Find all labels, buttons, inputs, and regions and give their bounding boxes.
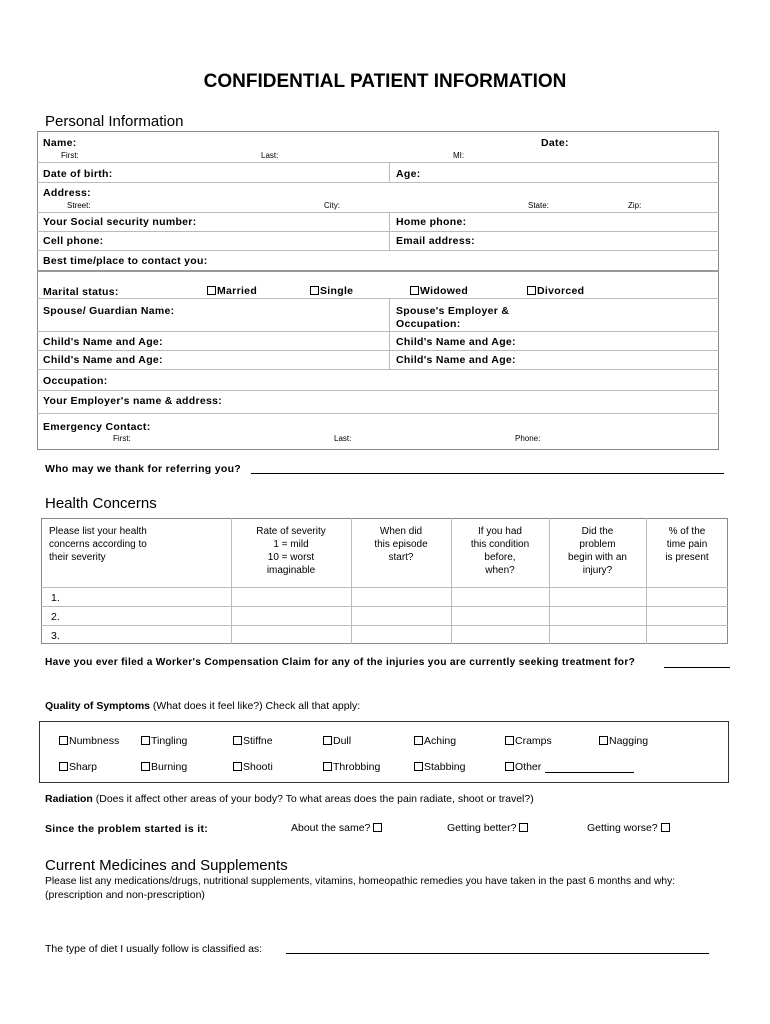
child-label-3: Child's Name and Age: bbox=[43, 354, 163, 366]
marital-status-label: Marital status: bbox=[43, 286, 119, 298]
checkbox-icon[interactable] bbox=[410, 286, 419, 295]
address-street-sublabel: Street: bbox=[67, 201, 91, 210]
symptom-aching[interactable]: Aching bbox=[414, 735, 456, 747]
symptom-dull[interactable]: Dull bbox=[323, 735, 351, 747]
health-col-injury-header: Did the problem begin with an injury? bbox=[568, 526, 627, 576]
symptom-stabbing[interactable]: Stabbing bbox=[414, 761, 465, 773]
checkbox-icon[interactable] bbox=[527, 286, 536, 295]
address-zip-sublabel: Zip: bbox=[628, 201, 642, 210]
symptom-other-line[interactable] bbox=[545, 772, 634, 773]
address-state-sublabel: State: bbox=[528, 201, 549, 210]
health-col-start-header: When did this episode start? bbox=[374, 526, 428, 563]
symptom-throbbing[interactable]: Throbbing bbox=[323, 761, 380, 773]
symptoms-prompt: Quality of Symptoms (What does it feel like?) Check all that apply: bbox=[45, 700, 361, 712]
symptom-stiffness[interactable]: Stiffne bbox=[233, 735, 273, 747]
symptom-shooting[interactable]: Shooti bbox=[233, 761, 273, 773]
health-row-1: 1. bbox=[51, 592, 60, 604]
occupation-label: Occupation: bbox=[43, 375, 108, 387]
name-label: Name: bbox=[43, 137, 77, 149]
checkbox-icon[interactable] bbox=[141, 736, 150, 745]
health-col-percent-header: % of the time pain is present bbox=[665, 526, 709, 563]
age-label: Age: bbox=[396, 168, 421, 180]
workers-comp-line[interactable] bbox=[664, 667, 730, 668]
marital-widowed-option[interactable]: Widowed bbox=[410, 285, 468, 297]
emergency-phone-sublabel: Phone: bbox=[515, 434, 541, 443]
checkbox-icon[interactable] bbox=[373, 823, 382, 832]
name-last-sublabel: Last: bbox=[261, 151, 279, 160]
medicines-instruction: Please list any medications/drugs, nutritional supplements, vitamins, homeopathic remedies you have taken in the past 6 months and why: bbox=[45, 876, 676, 887]
checkbox-icon[interactable] bbox=[310, 286, 319, 295]
symptom-sharp[interactable]: Sharp bbox=[59, 761, 97, 773]
dob-label: Date of birth: bbox=[43, 168, 113, 180]
health-col-concerns-header: Please list your health concerns according to their severity bbox=[49, 526, 147, 563]
marital-single-option[interactable]: Single bbox=[310, 285, 353, 297]
email-label: Email address: bbox=[396, 235, 475, 247]
address-city-sublabel: City: bbox=[324, 201, 340, 210]
diet-label: The type of diet I usually follow is classified as: bbox=[45, 943, 263, 955]
symptom-cramps[interactable]: Cramps bbox=[505, 735, 552, 747]
child-label-2: Child's Name and Age: bbox=[396, 336, 516, 348]
checkbox-icon[interactable] bbox=[59, 736, 68, 745]
diet-line[interactable] bbox=[286, 953, 709, 954]
page-title: CONFIDENTIAL PATIENT INFORMATION bbox=[203, 71, 567, 92]
workers-comp-question: Have you ever filed a Worker's Compensation Claim for any of the injuries you are currently seeking treatment for? bbox=[45, 657, 636, 668]
name-mi-sublabel: MI: bbox=[453, 151, 465, 160]
checkbox-icon[interactable] bbox=[505, 762, 514, 771]
spouse-name-label: Spouse/ Guardian Name: bbox=[43, 305, 175, 317]
referral-label: Who may we thank for referring you? bbox=[45, 463, 242, 475]
checkbox-icon[interactable] bbox=[233, 762, 242, 771]
symptom-tingling[interactable]: Tingling bbox=[141, 735, 187, 747]
checkbox-icon[interactable] bbox=[59, 762, 68, 771]
name-first-sublabel: First: bbox=[61, 151, 79, 160]
ssn-label: Your Social security number: bbox=[43, 216, 197, 228]
checkbox-icon[interactable] bbox=[599, 736, 608, 745]
symptoms-box bbox=[39, 721, 729, 783]
checkbox-icon[interactable] bbox=[141, 762, 150, 771]
symptom-nagging[interactable]: Nagging bbox=[599, 735, 648, 747]
symptom-other[interactable]: Other bbox=[505, 761, 541, 773]
employer-label: Your Employer's name & address: bbox=[43, 395, 223, 407]
checkbox-icon[interactable] bbox=[233, 736, 242, 745]
child-label-4: Child's Name and Age: bbox=[396, 354, 516, 366]
emergency-last-sublabel: Last: bbox=[334, 434, 352, 443]
address-label: Address: bbox=[43, 187, 91, 199]
checkbox-icon[interactable] bbox=[207, 286, 216, 295]
checkbox-icon[interactable] bbox=[323, 762, 332, 771]
checkbox-icon[interactable] bbox=[323, 736, 332, 745]
since-same-option[interactable]: About the same? bbox=[291, 822, 383, 834]
health-row-2: 2. bbox=[51, 611, 60, 623]
child-label-1: Child's Name and Age: bbox=[43, 336, 163, 348]
best-time-label: Best time/place to contact you: bbox=[43, 255, 208, 267]
referral-line[interactable] bbox=[251, 473, 724, 474]
since-better-option[interactable]: Getting better? bbox=[447, 822, 529, 834]
checkbox-icon[interactable] bbox=[414, 762, 423, 771]
radiation-prompt: Radiation (Does it affect other areas of your body? To what areas does the pain radiate, shoot or travel?) bbox=[45, 793, 534, 805]
emergency-first-sublabel: First: bbox=[113, 434, 131, 443]
health-concerns-heading: Health Concerns bbox=[45, 495, 157, 512]
marital-divorced-option[interactable]: Divorced bbox=[527, 285, 584, 297]
checkbox-icon[interactable] bbox=[661, 823, 670, 832]
medicines-note: (prescription and non-prescription) bbox=[45, 889, 205, 901]
checkbox-icon[interactable] bbox=[519, 823, 528, 832]
emergency-contact-label: Emergency Contact: bbox=[43, 421, 151, 433]
health-col-before-header: If you had this condition before, when? bbox=[470, 526, 530, 576]
health-col-severity-header: Rate of severity 1 = mild 10 = worst imaginable bbox=[256, 526, 326, 576]
medicines-heading: Current Medicines and Supplements bbox=[45, 857, 288, 874]
spouse-employer-label-1: Spouse's Employer & bbox=[396, 305, 510, 317]
since-worse-option[interactable]: Getting worse? bbox=[587, 822, 671, 834]
cell-phone-label: Cell phone: bbox=[43, 235, 104, 247]
home-phone-label: Home phone: bbox=[396, 216, 467, 228]
marital-married-option[interactable]: Married bbox=[207, 285, 257, 297]
symptom-burning[interactable]: Burning bbox=[141, 761, 187, 773]
health-row-3: 3. bbox=[51, 630, 60, 642]
symptom-numbness[interactable]: Numbness bbox=[59, 735, 119, 747]
date-label: Date: bbox=[541, 137, 569, 149]
checkbox-icon[interactable] bbox=[414, 736, 423, 745]
personal-info-heading: Personal Information bbox=[45, 113, 184, 130]
since-label: Since the problem started is it: bbox=[45, 823, 209, 835]
checkbox-icon[interactable] bbox=[505, 736, 514, 745]
spouse-employer-label-2: Occupation: bbox=[396, 318, 461, 330]
